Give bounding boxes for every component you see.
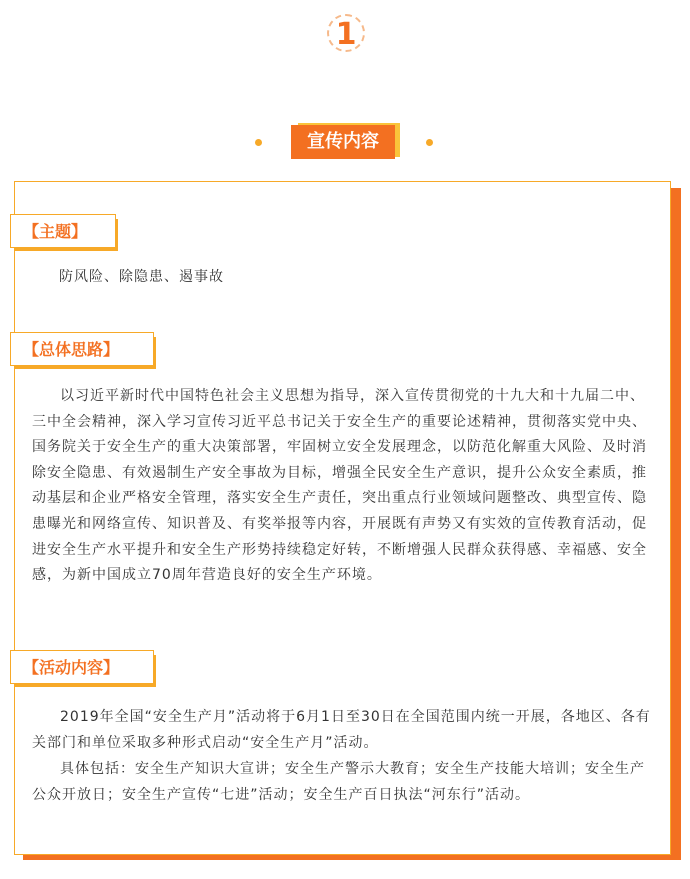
title-left-dot	[255, 139, 262, 146]
section-number-badge	[321, 8, 371, 58]
page-title: 宣传内容	[291, 125, 395, 159]
activities-paragraph-1: 2019年全国“安全生产月”活动将于6月1日至30日在全国范围内统一开展，各地区、各有关部门和单位采取多种形式启动“安全生产月”活动。	[32, 709, 651, 751]
activities-paragraph-2: 具体包括：安全生产知识大宣讲；安全生产警示大教育；安全生产技能大培训；安全生产公众开放日；安全生产宣传“七进”活动；安全生产百日执法“河东行”活动。	[32, 761, 645, 803]
theme-label: 【主题】	[10, 214, 116, 248]
approach-label: 【总体思路】	[10, 332, 154, 366]
theme-text: 防风险、除隐患、遏事故	[59, 269, 224, 285]
approach-text: 以习近平新时代中国特色社会主义思想为指导，深入宣传贯彻党的十九大和十九届二中、三中全会精神，深入学习宣传习近平总书记关于安全生产的重要论述精神，贯彻落实党中央、国务院关于安全生产的重大决策部署，牢固树立安全发展理念，以防范化解重大风险、及时消除安全隐患、有效遏制生产安全事故为目标，增强全民安全生产意识，提升公众安全素质，推动基层和企业严格安全管理，落实安全生产责任，突出重点行业领域问题整改、典型宣传、隐患曝光和网络宣传、知识普及、有奖举报等内容，开展既有声势又有实效的宣传教育活动，促进安全生产水平提升和安全生产形势持续稳定好转，不断增强人民群众获得感、幸福感、安全感，为新中国成立70周年营造良好的安全生产环境。	[32, 388, 647, 584]
section-number: 1	[335, 17, 357, 52]
title-right-dot	[426, 139, 433, 146]
activities-label: 【活动内容】	[10, 650, 154, 684]
